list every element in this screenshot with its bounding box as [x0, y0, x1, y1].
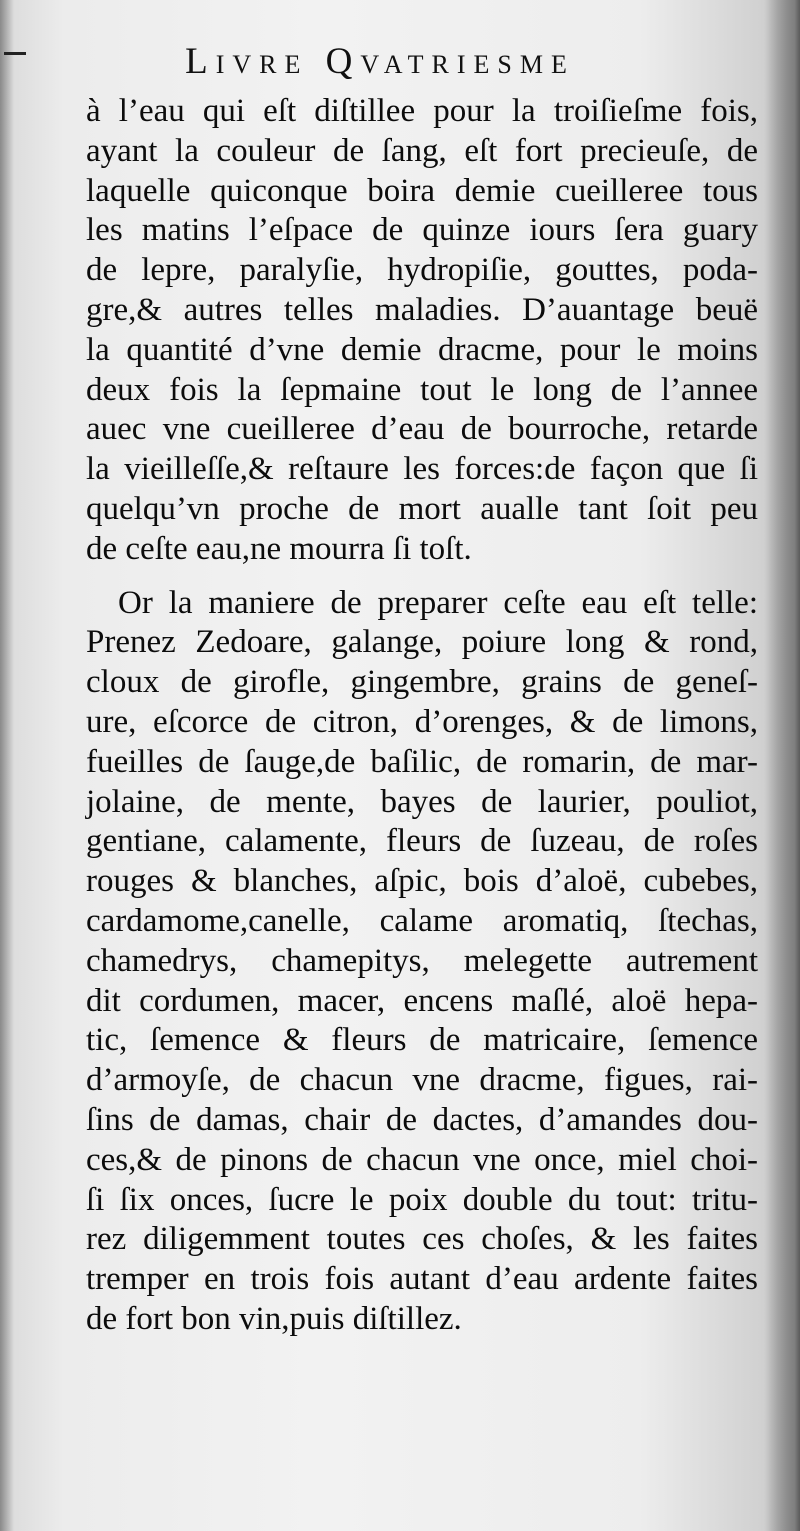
- text-line: chamedrys, chamepitys, melegette autrement: [86, 942, 758, 979]
- text-line: tremper en trois fois autant d’eau ardente faites: [86, 1261, 758, 1298]
- page-gutter-shadow: [0, 0, 14, 1531]
- running-header: Livre Qvatriesme: [185, 41, 575, 82]
- text-line: ces,& de pinons de chacun vne once, miel choi-: [86, 1141, 758, 1178]
- text-line: jolaine, de mente, bayes de laurier, pouliot,: [86, 783, 758, 820]
- paragraph-gap: [86, 570, 758, 584]
- text-line: tic, ſemence & fleurs de matricaire, ſemence: [86, 1022, 758, 1059]
- paragraph-1: [86, 92, 758, 570]
- text-line: la vieilleſſe,& reſtaure les forces:de façon que ſi: [86, 451, 758, 488]
- text-line: laquelle quiconque boira demie cueilleree tous: [86, 172, 758, 209]
- text-line: quelqu’vn proche de mort aualle tant ſoit peu: [86, 490, 758, 527]
- text-line: cardamome,canelle, calame aromatiq, ſtechas,: [86, 902, 758, 939]
- text-line: rez diligemment toutes ces choſes, & les faites: [86, 1221, 758, 1258]
- text-line: à l’eau qui eſt diſtillee pour la troiſieſme fois,: [86, 93, 758, 129]
- text-line: ure, eſcorce de citron, d’orenges, & de limons,: [86, 703, 758, 740]
- text-line: d’armoyſe, de chacun vne dracme, figues, rai-: [86, 1062, 758, 1099]
- paragraph-2: [86, 584, 758, 1340]
- text-line: de ceſte eau,ne mourra ſi toſt.: [86, 530, 472, 567]
- text-line: Prenez Zedoare, galange, poiure long & rond,: [86, 624, 758, 661]
- page-edge-shadow: [764, 0, 800, 1531]
- text-line: de fort bon vin,puis diſtillez.: [86, 1300, 462, 1337]
- text-line: ſins de damas, chair de dactes, d’amandes dou-: [86, 1101, 758, 1138]
- text-line: rouges & blanches, aſpic, bois d’aloë, cubebes,: [86, 863, 758, 900]
- text-line: deux fois la ſepmaine tout le long de l’annee: [86, 371, 758, 408]
- text-line: auec vne cueilleree d’eau de bourroche, retarde: [86, 411, 758, 448]
- text-line: ſi ſix onces, ſucre le poix double du tout: tritu-: [86, 1181, 758, 1218]
- body-text: [86, 92, 758, 1340]
- text-line: dit cordumen, macer, encens maſlé, aloë hepa-: [86, 982, 758, 1019]
- text-line: les matins l’eſpace de quinze iours ſera guary: [86, 212, 758, 249]
- text-line: fueilles de ſauge,de baſilic, de romarin, de mar-: [86, 743, 758, 780]
- text-line: la quantité d’vne demie dracme, pour le moins: [86, 331, 758, 368]
- text-line: gre,& autres telles maladies. D’auantage beuë: [86, 291, 758, 328]
- text-line: gentiane, calamente, fleurs de ſuzeau, de roſes: [86, 823, 758, 860]
- text-line: Or la maniere de preparer ceſte eau eſt telle:: [118, 584, 758, 621]
- text-line: de lepre, paralyſie, hydropiſie, gouttes, poda-: [86, 252, 758, 289]
- text-line: cloux de girofle, gingembre, grains de geneſ-: [86, 664, 758, 701]
- text-line: ayant la couleur de ſang, eſt fort precieuſe, de: [86, 132, 758, 169]
